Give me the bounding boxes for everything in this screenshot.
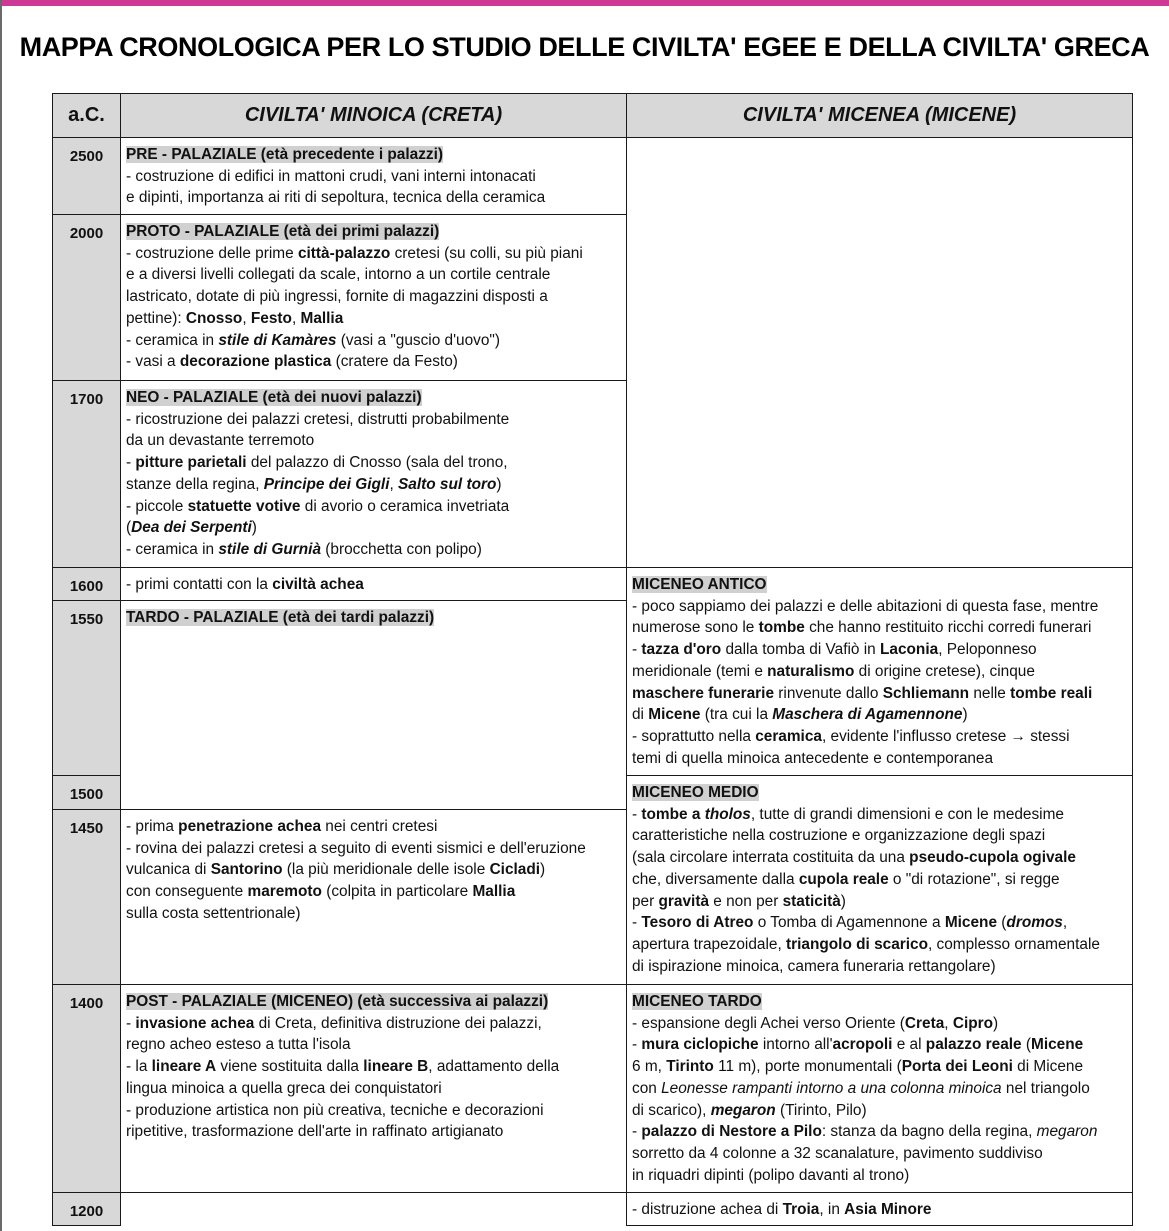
heading-text: MICENEO TARDO: [632, 993, 762, 1010]
text-segment: ): [540, 861, 546, 879]
text-segment: e al: [892, 1036, 926, 1054]
text-segment: ripetitive, trasformazione dell'arte in raffinato artigianato: [126, 1123, 504, 1141]
text-segment: - ricostruzione dei palazzi cretesi, distrutti probabilmente: [126, 410, 510, 428]
text-segment: -: [632, 914, 642, 932]
text-segment: Micene: [944, 914, 998, 932]
text-segment: 6 m,: [632, 1058, 667, 1076]
mycenaean-cell: [626, 1192, 1133, 1226]
text-line: [632, 825, 1128, 847]
text-segment: - primi contatti con la: [126, 576, 273, 593]
header-year: a.C.: [52, 93, 121, 138]
text-segment: , tutte di grandi dimensioni e con le medesime: [750, 805, 1064, 823]
year-cell: 1500: [52, 775, 121, 810]
text-line: [126, 838, 622, 860]
text-line: [632, 934, 1128, 956]
text-line: [126, 1013, 622, 1035]
text-segment: vulcanica di: [126, 861, 211, 879]
text-line: [126, 1056, 622, 1078]
heading-text: PROTO - PALAZIALE (età dei primi palazzi): [126, 223, 440, 240]
year-cell: 1700: [52, 380, 121, 568]
text-line: [632, 804, 1128, 826]
text-segment: - ceramica in: [126, 540, 219, 558]
text-segment: (sala circolare interrata costituita da una: [632, 849, 910, 867]
text-segment: Porta dei Leoni: [901, 1058, 1013, 1076]
text-segment: maremoto: [247, 883, 322, 901]
text-segment: da un devastante terremoto: [126, 432, 315, 450]
text-segment: tombe: [758, 619, 805, 637]
text-segment: Salto sul toro: [398, 475, 497, 493]
year-cell: 2000: [52, 214, 121, 381]
text-line: [126, 351, 622, 373]
text-segment: Tesoro di Atreo: [641, 914, 754, 932]
text-segment: -: [126, 454, 136, 472]
text-line: [632, 891, 1128, 913]
heading-text: MICENEO ANTICO: [632, 576, 767, 593]
text-line: [126, 517, 622, 539]
text-segment: lingua minoica a quella greca dei conquistatori: [126, 1079, 442, 1097]
text-segment: di ispirazione minoica, camera funeraria rettangolare): [632, 957, 996, 975]
text-line: [632, 661, 1128, 683]
text-line: [632, 1165, 1128, 1187]
text-line: [126, 330, 622, 352]
heading-text: NEO - PALAZIALE (età dei nuovi palazzi): [126, 389, 422, 406]
text-line: [126, 1121, 622, 1143]
text-segment: con conseguente: [126, 883, 248, 901]
text-segment: (: [126, 519, 132, 537]
text-segment: sulla costa settentrionale): [126, 904, 301, 922]
text-line: [126, 474, 622, 496]
text-segment: , evidente l'influsso cretese → stessi: [821, 727, 1070, 745]
text-line: [632, 912, 1128, 934]
text-segment: gravità: [658, 892, 710, 910]
text-segment: - ceramica in: [126, 331, 219, 349]
text-segment: - piccole: [126, 497, 188, 515]
text-segment: o "di rotazione", si regge: [888, 870, 1060, 888]
text-segment: (cratere da Festo): [331, 353, 458, 371]
text-segment: mura ciclopiche: [641, 1036, 759, 1054]
text-line: [126, 574, 622, 596]
section-heading: [632, 782, 1128, 804]
text-segment: Dea dei Serpenti: [131, 519, 252, 537]
text-line: [632, 869, 1128, 891]
text-segment: Principe dei Gigli: [263, 475, 390, 493]
text-segment: e dipinti, importanza ai riti di sepoltura, tecnica della ceramica: [126, 189, 546, 207]
text-segment: ,: [1062, 914, 1068, 932]
section-heading: [632, 991, 1128, 1013]
text-line: [126, 243, 622, 265]
text-segment: con: [632, 1079, 662, 1097]
text-line: [126, 452, 622, 474]
text-segment: cretesi (su colli, su più piani: [390, 244, 583, 262]
text-segment: Tirinto: [666, 1058, 714, 1076]
left-edge-bar: [0, 0, 2, 1231]
text-segment: dromos: [1006, 914, 1063, 932]
section-heading: [126, 607, 622, 629]
text-segment: (colpita in particolare: [321, 883, 473, 901]
text-line: [126, 859, 622, 881]
text-line: [632, 726, 1128, 748]
text-segment: lineare A: [151, 1058, 217, 1076]
text-segment: Asia Minore: [844, 1201, 932, 1218]
text-segment: cupola reale: [798, 870, 889, 888]
text-segment: viene sostituita dalla: [216, 1058, 364, 1076]
text-line: [126, 308, 622, 330]
text-segment: (tra cui la: [700, 706, 773, 724]
minoan-cell: [120, 214, 627, 381]
text-line: [632, 1121, 1128, 1143]
section-heading: [126, 144, 622, 166]
text-segment: (: [997, 914, 1007, 932]
text-segment: Micene: [648, 706, 701, 724]
text-segment: - poco sappiamo dei palazzi e delle abitazioni di questa fase, mentre: [632, 597, 1099, 615]
text-segment: (brocchetta con polipo): [321, 540, 482, 558]
text-line: [632, 704, 1128, 726]
minoan-cell: [120, 137, 627, 215]
text-segment: megaron: [710, 1101, 776, 1119]
text-segment: in riquadri dipinti (polipo davanti al trono): [632, 1166, 910, 1184]
text-segment: Leonesse rampanti intorno a una colonna minoica: [661, 1079, 1002, 1097]
text-segment: - rovina dei palazzi cretesi a seguito di eventi sismici e dell'eruzione: [126, 839, 586, 857]
text-line: [632, 596, 1128, 618]
text-line: [126, 409, 622, 431]
text-segment: - vasi a: [126, 353, 180, 371]
text-line: [126, 1100, 622, 1122]
text-segment: Troia: [782, 1201, 820, 1218]
mycenaean-cell: [626, 984, 1133, 1193]
text-segment: di Micene: [1012, 1058, 1084, 1076]
text-segment: , Peloponneso: [938, 641, 1037, 659]
text-segment: , in: [819, 1201, 845, 1218]
text-segment: di: [632, 706, 649, 724]
minoan-cell: [120, 380, 627, 568]
text-segment: città-palazzo: [297, 244, 391, 262]
text-line: [632, 683, 1128, 705]
text-line: [126, 496, 622, 518]
text-segment: sorretto da 4 colonne a 32 scanalature, pavimento suddiviso: [632, 1144, 1043, 1162]
text-segment: nei centri cretesi: [321, 818, 438, 835]
text-segment: penetrazione achea: [178, 818, 322, 835]
top-accent-bar: [0, 0, 1169, 6]
text-segment: di avorio o ceramica invetriata: [300, 497, 510, 515]
text-segment: temi di quella minoica antecedente e contemporanea: [632, 749, 994, 767]
year-cell: 1450: [52, 809, 121, 985]
text-segment: Laconia: [880, 641, 939, 659]
text-segment: -: [632, 641, 642, 659]
text-line: [632, 1078, 1128, 1100]
text-segment: ): [496, 475, 502, 493]
heading-text: POST - PALAZIALE (MICENEO) (età successiva ai palazzi): [126, 993, 549, 1010]
text-segment: lastricato, dotate di più ingressi, fornite di magazzini disposti a: [126, 288, 548, 306]
year-cell: 1400: [52, 984, 121, 1193]
mycenaean-empty-cell: [626, 137, 1133, 568]
text-line: [632, 1100, 1128, 1122]
text-line: [632, 1056, 1128, 1078]
header-minoan: CIVILTA' MINOICA (CRETA): [120, 93, 627, 138]
text-segment: maschere funerarie: [632, 684, 775, 702]
section-heading: [632, 574, 1128, 596]
text-segment: Mallia: [472, 883, 516, 901]
text-segment: (Tirinto, Pilo): [775, 1101, 867, 1119]
text-segment: dalla tomba di Vafiò in: [721, 641, 881, 659]
text-segment: caratteristiche nella costruzione e organizzazione degli spazi: [632, 827, 1046, 845]
text-segment: e a diversi livelli collegati da scale, intorno a un cortile centrale: [126, 266, 551, 284]
text-line: [126, 430, 622, 452]
text-segment: (la più meridionale delle isole: [282, 861, 490, 879]
text-segment: Micene: [1031, 1036, 1084, 1054]
text-segment: che hanno restituito ricchi corredi funerari: [804, 619, 1092, 637]
year-cell: 1550: [52, 600, 121, 776]
text-line: [126, 166, 622, 188]
text-segment: - la: [126, 1058, 152, 1076]
text-line: [126, 903, 622, 925]
heading-text: TARDO - PALAZIALE (età dei tardi palazzi): [126, 609, 435, 626]
text-segment: Cipro: [952, 1014, 994, 1032]
text-segment: - produzione artistica non più creativa, tecniche e decorazioni: [126, 1101, 544, 1119]
text-segment: - espansione degli Achei verso Oriente (: [632, 1014, 905, 1032]
text-segment: : stanza da bagno della regina,: [821, 1123, 1037, 1141]
text-line: [632, 748, 1128, 770]
text-segment: - prima: [126, 818, 179, 835]
text-segment: tombe reali: [1010, 684, 1093, 702]
text-segment: e non per: [709, 892, 783, 910]
text-segment: di Creta, definitiva distruzione dei palazzi,: [254, 1014, 542, 1032]
text-line: [632, 847, 1128, 869]
text-segment: naturalismo: [767, 662, 855, 680]
text-segment: nel triangolo: [1001, 1079, 1090, 1097]
text-segment: -: [632, 805, 642, 823]
section-heading: [126, 221, 622, 243]
text-line: [632, 1199, 1128, 1221]
text-segment: Cnosso: [185, 309, 243, 327]
mycenaean-cell: [626, 567, 1133, 776]
text-segment: che, diversamente dalla: [632, 870, 799, 888]
text-segment: acropoli: [832, 1036, 893, 1054]
text-segment: 11 m), porte monumentali (: [713, 1058, 902, 1076]
text-segment: tazza d'oro: [641, 641, 722, 659]
section-heading: [126, 991, 622, 1013]
text-line: [126, 1078, 622, 1100]
text-segment: ): [993, 1014, 999, 1032]
header-mycenaean: CIVILTA' MICENEA (MICENE): [626, 93, 1133, 138]
text-segment: o Tomba di Agamennone a: [753, 914, 945, 932]
text-segment: nelle: [969, 684, 1011, 702]
text-segment: civiltà achea: [272, 576, 364, 593]
text-line: [632, 1143, 1128, 1165]
text-line: [126, 187, 622, 209]
text-line: [126, 881, 622, 903]
text-segment: lineare B: [363, 1058, 429, 1076]
minoan-cell: [120, 809, 627, 985]
text-line: [126, 539, 622, 561]
text-segment: Maschera di Agamennone: [772, 706, 963, 724]
page-title: MAPPA CRONOLOGICA PER LO STUDIO DELLE CIVILTA' EGEE E DELLA CIVILTA' GRECA: [19, 32, 1150, 62]
text-segment: ): [962, 706, 968, 724]
text-segment: tombe a: [641, 805, 705, 823]
text-segment: intorno all': [758, 1036, 833, 1054]
text-segment: del palazzo di Cnosso (sala del trono,: [246, 454, 508, 472]
year-cell: 1200: [52, 1192, 121, 1226]
text-segment: pitture parietali: [135, 454, 247, 472]
text-segment: (: [1021, 1036, 1032, 1054]
text-segment: - costruzione delle prime: [126, 244, 298, 262]
text-segment: invasione achea: [135, 1014, 255, 1032]
text-segment: ,: [242, 309, 251, 327]
year-cell: 1600: [52, 567, 121, 601]
text-segment: ): [251, 519, 257, 537]
text-segment: ): [840, 892, 846, 910]
text-segment: rinvenute dallo: [774, 684, 883, 702]
text-segment: -: [632, 1123, 642, 1141]
minoan-cell: [120, 600, 627, 810]
text-segment: meridionale (temi e: [632, 662, 768, 680]
text-line: [126, 816, 622, 838]
text-segment: per: [632, 892, 659, 910]
minoan-cell: [120, 984, 627, 1193]
text-line: [632, 617, 1128, 639]
text-line: [632, 956, 1128, 978]
text-line: [632, 1034, 1128, 1056]
text-segment: Cicladi: [489, 861, 541, 879]
text-segment: palazzo reale: [925, 1036, 1022, 1054]
text-segment: ,: [389, 475, 399, 493]
text-segment: Creta: [904, 1014, 945, 1032]
text-segment: , adattamento della: [428, 1058, 560, 1076]
text-line: [632, 1013, 1128, 1035]
text-segment: ,: [291, 309, 301, 327]
text-segment: Mallia: [300, 309, 344, 327]
text-segment: Santorino: [210, 861, 283, 879]
year-cell: 2500: [52, 137, 121, 215]
text-segment: staticità: [782, 892, 841, 910]
text-segment: regno acheo esteso a tutta l'isola: [126, 1036, 351, 1054]
text-segment: pseudo-cupola ogivale: [909, 849, 1076, 867]
text-segment: apertura trapezoidale,: [632, 935, 787, 953]
text-segment: - soprattutto nella: [632, 727, 756, 745]
text-segment: stile di Gurnià: [218, 540, 321, 558]
text-segment: megaron: [1036, 1123, 1098, 1141]
text-line: [126, 264, 622, 286]
text-segment: stile di Kamàres: [218, 331, 337, 349]
text-segment: -: [126, 1014, 136, 1032]
text-segment: di scarico),: [632, 1101, 711, 1119]
mycenaean-cell: [626, 775, 1133, 985]
text-segment: decorazione plastica: [179, 353, 332, 371]
text-segment: triangolo di scarico: [786, 935, 928, 953]
text-segment: di origine cretese), cinque: [854, 662, 1035, 680]
text-segment: palazzo di Nestore a Pilo: [641, 1123, 822, 1141]
minoan-cell: [120, 567, 627, 601]
text-segment: - costruzione di edifici in mattoni crudi, vani interni intonacati: [126, 167, 536, 185]
text-segment: numerose sono le: [632, 619, 759, 637]
text-segment: pettine):: [126, 309, 186, 327]
text-segment: (vasi a "guscio d'uovo"): [336, 331, 501, 349]
text-segment: tholos: [704, 805, 751, 823]
text-line: [632, 639, 1128, 661]
text-segment: - distruzione achea di: [632, 1201, 783, 1218]
text-segment: , complesso ornamentale: [927, 935, 1100, 953]
text-segment: stanze della regina,: [126, 475, 264, 493]
text-segment: -: [632, 1036, 642, 1054]
text-segment: Schliemann: [882, 684, 970, 702]
heading-text: MICENEO MEDIO: [632, 784, 759, 801]
text-segment: statuette votive: [187, 497, 301, 515]
text-line: [126, 286, 622, 308]
text-line: [126, 1034, 622, 1056]
text-segment: ,: [944, 1014, 953, 1032]
text-segment: Festo: [250, 309, 292, 327]
heading-text: PRE - PALAZIALE (età precedente i palazzi): [126, 146, 443, 163]
text-segment: ceramica: [755, 727, 822, 745]
section-heading: [126, 387, 622, 409]
